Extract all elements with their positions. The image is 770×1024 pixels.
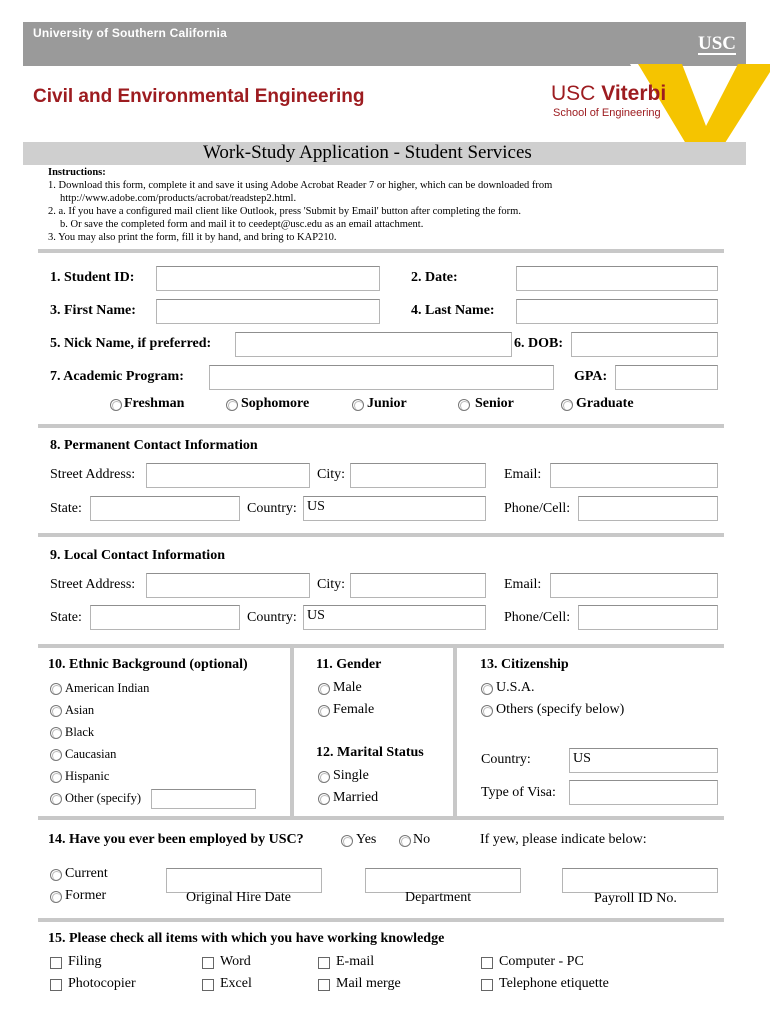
local-city-label: City: [317,577,346,592]
date-label: 2. Date: [411,270,458,285]
photocopier-label: Photocopier [68,976,136,991]
section-divider [38,249,724,253]
viterbi-school: School of Engineering [553,107,661,119]
last-name-field[interactable] [516,299,718,324]
citizenship-heading: 13. Citizenship [480,657,569,672]
visa-type-label: Type of Visa: [481,785,556,800]
first-name-label: 3. First Name: [50,303,136,318]
filing-label: Filing [68,954,102,969]
graduate-radio[interactable] [561,399,573,411]
caucasian-label: Caucasian [65,747,117,761]
student-id-label: 1. Student ID: [50,270,135,285]
employment-note: If yew, please indicate below: [480,832,647,847]
local-state-field[interactable] [90,605,240,630]
section-divider [38,644,724,648]
excel-checkbox[interactable] [202,979,214,991]
excel-label: Excel [220,976,252,991]
payroll-id-label: Payroll ID No. [594,891,677,906]
freshman-label: Freshman [124,396,185,411]
employment-question: 14. Have you ever been employed by USC? [48,832,304,847]
others-citizenship-radio[interactable] [481,705,493,717]
university-banner [23,22,746,66]
gpa-label: GPA: [574,369,608,384]
academic-program-label: 7. Academic Program: [50,369,184,384]
photocopier-checkbox[interactable] [50,979,62,991]
dob-field[interactable] [571,332,718,357]
permanent-city-field[interactable] [350,463,486,488]
local-email-field[interactable] [550,573,718,598]
married-label: Married [333,790,379,805]
computer-pc-label: Computer - PC [499,954,584,969]
section-divider [38,533,724,537]
permanent-street-field[interactable] [146,463,310,488]
current-employee-radio[interactable] [50,869,62,881]
permanent-phone-field[interactable] [578,496,718,521]
first-name-field[interactable] [156,299,380,324]
black-label: Black [65,725,95,739]
employed-no-label: No [413,832,431,847]
date-field[interactable] [516,266,718,291]
other-ethnic-field[interactable] [151,789,256,809]
american-indian-label: American Indian [65,681,150,695]
graduate-label: Graduate [576,396,634,411]
mail-merge-label: Mail merge [336,976,401,991]
usc-logo: USC [697,33,736,54]
permanent-phone-label: Phone/Cell: [504,501,571,516]
other-ethnic-label: Other (specify) [65,791,142,805]
sophomore-radio[interactable] [226,399,238,411]
permanent-state-label: State: [50,501,82,516]
freshman-radio[interactable] [110,399,122,411]
female-label: Female [333,702,375,717]
telephone-etiquette-label: Telephone etiquette [499,976,609,991]
local-email-label: Email: [504,577,542,592]
instruction-line: 3. You may also print the form, fill it by hand, and bring to KAP210. [48,232,337,243]
column-divider [290,644,294,816]
gender-heading: 11. Gender [316,657,382,672]
employed-yes-label: Yes [356,832,377,847]
gpa-field[interactable] [615,365,718,390]
nick-name-label: 5. Nick Name, if preferred: [50,336,212,351]
hispanic-radio[interactable] [50,771,62,783]
citizenship-country-field[interactable]: US [569,748,718,773]
senior-label: Senior [475,396,514,411]
others-citizenship-label: Others (specify below) [496,702,625,717]
permanent-country-label: Country: [247,501,297,516]
permanent-street-label: Street Address: [50,467,136,482]
local-city-field[interactable] [350,573,486,598]
viterbi-logo [551,82,666,106]
permanent-city-label: City: [317,467,346,482]
local-street-field[interactable] [146,573,310,598]
section-divider [38,424,724,428]
filing-checkbox[interactable] [50,957,62,969]
citizenship-country-label: Country: [481,752,531,767]
female-radio[interactable] [318,705,330,717]
asian-radio[interactable] [50,705,62,717]
instruction-line: 1. Download this form, complete it and save it using Adobe Acrobat Reader 7 or higher, which can be downloaded from [48,180,553,191]
viterbi-usc-text: USC [551,82,596,105]
senior-radio[interactable] [458,399,470,411]
word-label: Word [220,954,251,969]
mail-merge-checkbox[interactable] [318,979,330,991]
male-label: Male [333,680,362,695]
local-street-label: Street Address: [50,577,136,592]
column-divider [453,644,457,816]
university-name: University of Southern California [33,26,227,40]
former-employee-radio[interactable] [50,891,62,903]
usa-label: U.S.A. [496,680,535,695]
department-label: Department [405,890,472,905]
department-name: Civil and Environmental Engineering [33,86,365,107]
instruction-line: http://www.adobe.com/products/acrobat/readstep2.html. [60,193,297,204]
section-divider [38,918,724,922]
single-radio[interactable] [318,771,330,783]
form-title-bar [23,142,746,165]
local-phone-field[interactable] [578,605,718,630]
permanent-contact-heading: 8. Permanent Contact Information [50,438,258,453]
sophomore-label: Sophomore [241,396,310,411]
employed-yes-radio[interactable] [341,835,353,847]
email-checkbox[interactable] [318,957,330,969]
employed-no-radio[interactable] [399,835,411,847]
last-name-label: 4. Last Name: [411,303,495,318]
section-divider [38,816,724,820]
ethnic-heading: 10. Ethnic Background (optional) [48,657,248,672]
permanent-email-label: Email: [504,467,542,482]
former-employee-label: Former [65,888,107,903]
student-id-field[interactable] [156,266,380,291]
single-label: Single [333,768,369,783]
permanent-email-field[interactable] [550,463,718,488]
married-radio[interactable] [318,793,330,805]
instruction-line: b. Or save the completed form and mail it to ceedept@usc.edu as an email attachment. [60,219,424,230]
academic-program-field[interactable] [209,365,554,390]
local-contact-heading: 9. Local Contact Information [50,548,225,563]
usa-radio[interactable] [481,683,493,695]
telephone-etiquette-checkbox[interactable] [481,979,493,991]
black-radio[interactable] [50,727,62,739]
junior-radio[interactable] [352,399,364,411]
marital-heading: 12. Marital Status [316,745,424,760]
other-ethnic-radio[interactable] [50,793,62,805]
local-country-field[interactable]: US [303,605,486,630]
payroll-id-field[interactable] [562,868,718,893]
skills-heading: 15. Please check all items with which you have working knowledge [48,931,445,946]
current-employee-label: Current [65,866,108,881]
local-country-label: Country: [247,610,297,625]
visa-type-field[interactable] [569,780,718,805]
local-state-label: State: [50,610,82,625]
form-title: Work-Study Application - Student Services [203,142,532,163]
permanent-state-field[interactable] [90,496,240,521]
hire-date-label: Original Hire Date [186,890,291,905]
hispanic-label: Hispanic [65,769,110,783]
viterbi-name-text: Viterbi [601,82,667,105]
email-label: E-mail [336,954,375,969]
dob-label: 6. DOB: [514,336,563,351]
male-radio[interactable] [318,683,330,695]
nick-name-field[interactable] [235,332,512,357]
asian-label: Asian [65,703,95,717]
instruction-line: 2. a. If you have a configured mail client like Outlook, press 'Submit by Email' button after completing the form. [48,206,521,217]
word-checkbox[interactable] [202,957,214,969]
junior-label: Junior [367,396,407,411]
local-phone-label: Phone/Cell: [504,610,571,625]
permanent-country-field[interactable]: US [303,496,486,521]
computer-pc-checkbox[interactable] [481,957,493,969]
instructions-heading: Instructions: [48,167,106,178]
american-indian-radio[interactable] [50,683,62,695]
caucasian-radio[interactable] [50,749,62,761]
